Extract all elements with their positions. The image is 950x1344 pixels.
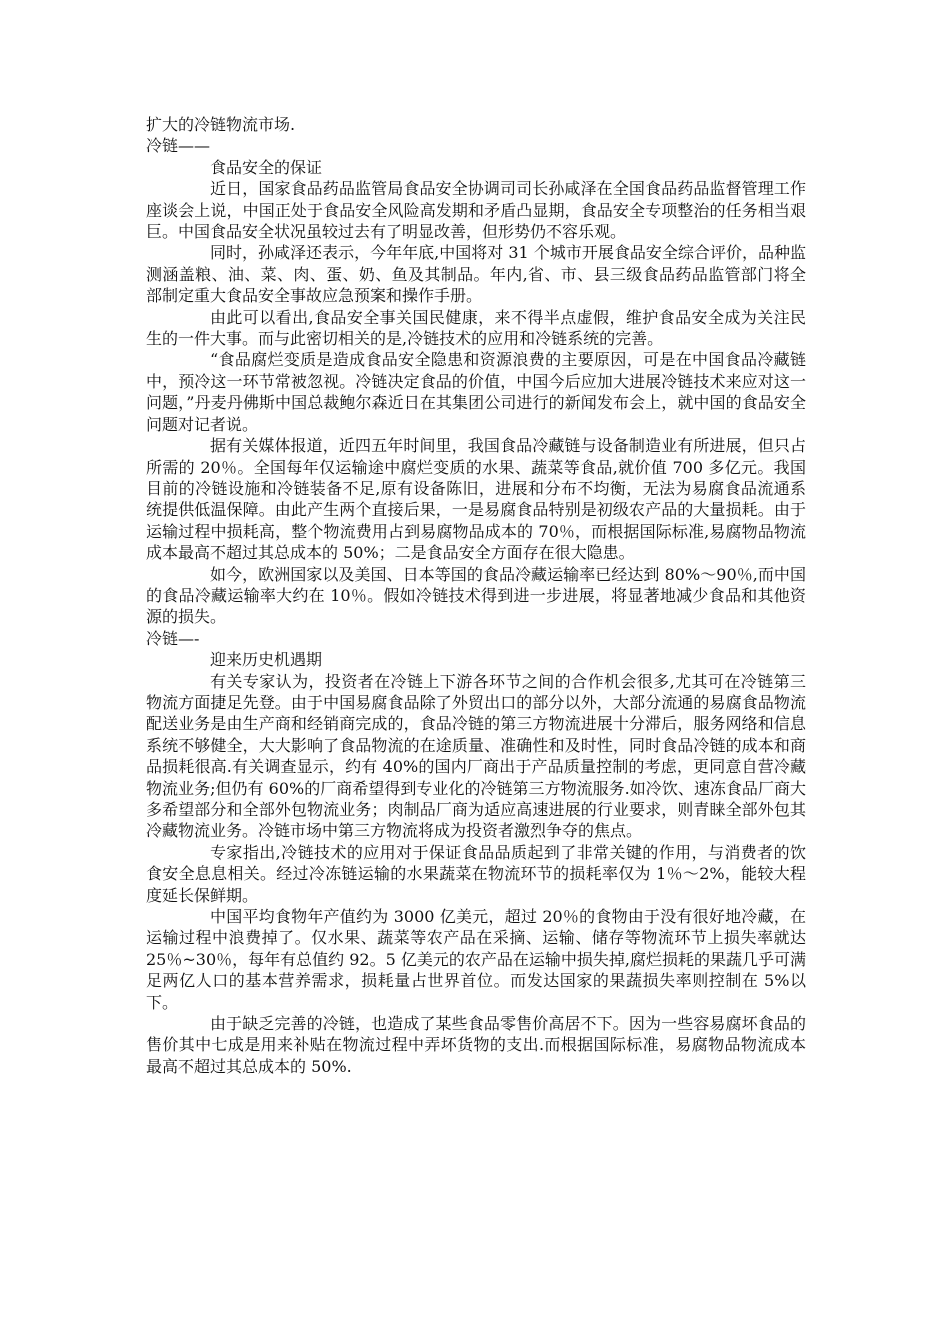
section-2-paragraph: 中国平均食物年产值约为 3000 亿美元，超过 20％的食物由于没有很好地冷藏，在运输过程中浪费掉了。仅水果、蔬菜等农产品在采摘、运输、储存等物流环节上损失率就达 25％~30％，每年有总值约 92。5 亿美元的农产品在运输中损失掉,腐烂损耗的果蔬几乎可满足两亿人口的基本营养需求，损耗量占世界首位。而发达国家的果蔬损失率则控制在 5%以下。 [146, 907, 806, 1012]
section-1-subheading: 食品安全的保证 [210, 157, 323, 177]
document-page [146, 114, 806, 1077]
section-1-paragraph: 由此可以看出,食品安全事关国民健康，来不得半点虚假，维护食品安全成为关注民生的一件大事。而与此密切相关的是,冷链技术的应用和冷链系统的完善。 [146, 307, 806, 349]
lead-line: 扩大的冷链物流市场. [146, 115, 296, 134]
section-1-paragraph: 近日，国家食品药品监管局食品安全协调司司长孙咸泽在全国食品药品监督管理工作座谈会上说，中国正处于食品安全风险高发期和矛盾凸显期，食品安全专项整治的任务相当艰巨。中国食品安全状况虽较过去有了明显改善，但形势仍不容乐观。 [146, 179, 806, 242]
section-1-paragraph: 如今，欧洲国家以及美国、日本等国的食品冷藏运输率已经达到 80%～90％,而中国的食品冷藏运输率大约在 10％。假如冷链技术得到进一步进展，将显著地减少食品和其他资源的损失。 [146, 564, 806, 627]
section-1-paragraph: 同时，孙咸泽还表示，今年年底,中国将对 31 个城市开展食品安全综合评价，品种监测涵盖粮、油、菜、肉、蛋、奶、鱼及其制品。年内,省、市、县三级食品药品监管部门将全部制定重大食品安全事故应急预案和操作手册。 [146, 243, 806, 306]
section-1-heading: 冷链—— [146, 136, 211, 156]
section-2-paragraph: 由于缺乏完善的冷链，也造成了某些食品零售价高居不下。因为一些容易腐坏食品的售价其中七成是用来补贴在物流过程中弄坏货物的支出.而根据国际标准，易腐物品物流成本最高不超过其总成本的 50%. [146, 1014, 806, 1076]
section-1-paragraph: 据有关媒体报道，近四五年时间里，我国食品冷藏链与设备制造业有所进展，但只占所需的 20％。全国每年仅运输途中腐烂变质的水果、蔬菜等食品,就价值 700 多亿元。我国目前的冷链设施和冷链装备不足,原有设备陈旧，进展和分布不均衡，无法为易腐食品流通系统提供低温保障。由此产生两个直接后果，一是易腐食品特别是初级农产品的大量损耗。由于运输过程中损耗高，整个物流费用占到易腐物品成本的 70％，而根据国际标准,易腐物品物流成本最高不超过其总成本的 50%；二是食品安全方面存在很大隐患。 [146, 436, 806, 563]
section-2-paragraph: 专家指出,冷链技术的应用对于保证食品品质起到了非常关键的作用，与消费者的饮食安全息息相关。经过冷冻链运输的水果蔬菜在物流环节的损耗率仅为 1％～2%，能较大程度延长保鲜期。 [146, 842, 806, 905]
section-1-paragraph: “食品腐烂变质是造成食品安全隐患和资源浪费的主要原因，可是在中国食品冷藏链中，预冷这一环节常被忽视。冷链决定食品的价值，中国今后应加大进展冷链技术来应对这一问题，”丹麦丹佛斯中国总裁鲍尔森近日在其集团公司进行的新闻发布会上，就中国的食品安全问题对记者说。 [146, 350, 806, 434]
section-2-paragraph: 有关专家认为，投资者在冷链上下游各环节之间的合作机会很多,尤其可在冷链第三物流方面捷足先登。由于中国易腐食品除了外贸出口的部分以外，大部分流通的易腐食品物流配送业务是由生产商和经销商完成的，食品冷链的第三方物流进展十分滞后，服务网络和信息系统不够健全，大大影响了食品物流的在途质量、准确性和及时性，同时食品冷链的成本和商品损耗很高.有关调查显示，约有 40%的国内厂商出于产品质量控制的考虑，更同意自营冷藏物流业务;但仍有 60%的厂商希望得到专业化的冷链第三方物流服务.如冷饮、速冻食品厂商大多希望部分和全部外包物流业务；肉制品厂商为适应高速进展的行业要求，则青睐全部外包其冷藏物流业务。冷链市场中第三方物流将成为投资者激烈争夺的焦点。 [146, 671, 806, 841]
section-2-subheading: 迎来历史机遇期 [210, 650, 323, 670]
section-2-heading: 冷链—- [146, 628, 200, 648]
